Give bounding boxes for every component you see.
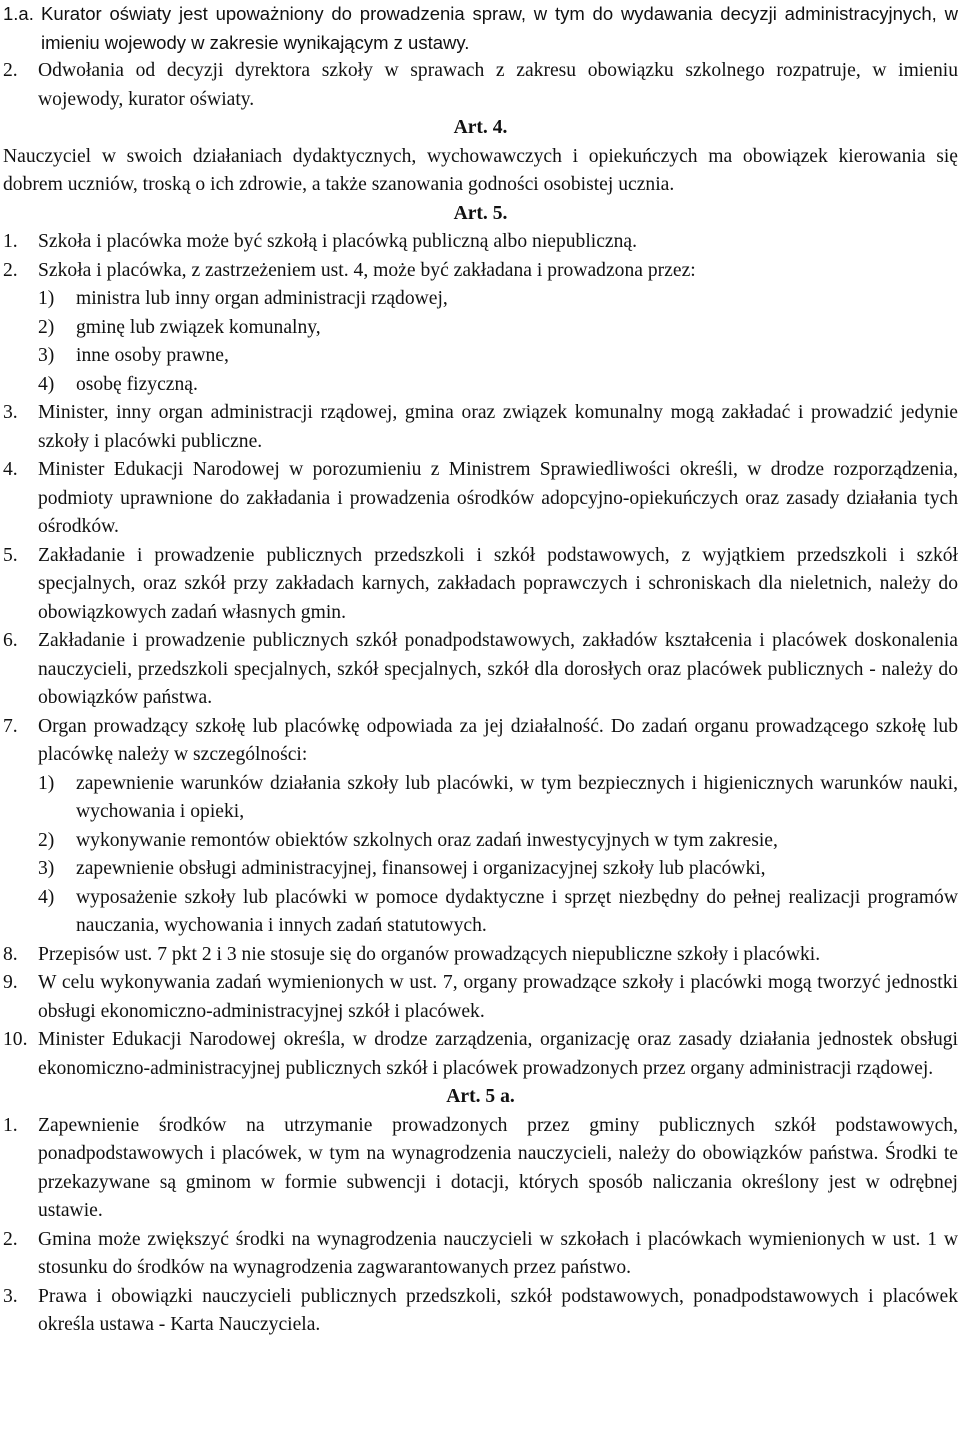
list-item	[3, 770, 958, 827]
paragraph-text: Odwołania od decyzji dyrektora szkoły w sprawach z zakresu obowiązku szkolnego rozpatruje, w imieniu wojewody, kurator oświaty.	[38, 60, 958, 110]
paragraph-number: 3.	[3, 402, 18, 423]
paragraph-number: 7.	[3, 715, 18, 737]
article-heading-5a: Art. 5 a.	[446, 1086, 515, 1107]
item-number: 3)	[38, 345, 55, 366]
paragraph-number: 3.	[3, 1285, 18, 1307]
item-number: 1)	[38, 772, 55, 794]
item-number: 3)	[38, 858, 55, 879]
paragraph-text: Organ prowadzący szkołę lub placówkę odpowiada za jej działalność. Do zadań organu prowadzącego szkołę lub placówkę należy w szczególności:	[38, 715, 958, 765]
paragraph-number: 9.	[3, 972, 18, 993]
art5a-paragraph-2	[3, 1226, 958, 1283]
list-item	[3, 884, 958, 941]
paragraph-text: Gmina może zwiększyć środki na wynagrodzenia nauczycieli w szkołach i placówkach wymienionych w ust. 1 w stosunku do środków na wynagrodzenia zagwarantowanych przez państwo.	[38, 1228, 958, 1278]
paragraph-text: Zapewnienie środków na utrzymanie prowadzonych przez gminy publicznych szkół podstawowych, ponadpodstawowych i placówek, w tym na wynagrodzenia nauczycieli, należy do obowiązków państwa. Środki te przekazywane są gminom w formie subwencji i dotacji, których sposób naliczania określony jest w odrębnej ustawie.	[38, 1114, 958, 1221]
paragraph-text: Prawa i obowiązki nauczycieli publicznych przedszkoli, szkół podstawowych, ponadpodstawowych i placówek określa ustawa - Karta Nauczyciela.	[38, 1285, 958, 1335]
paragraph-text: Szkoła i placówka, z zastrzeżeniem ust. 4, może być zakładana i prowadzona przez:	[38, 259, 696, 281]
art5a-paragraph-1	[3, 1112, 958, 1226]
art5-paragraph-3	[3, 399, 958, 456]
paragraph-number: 2.	[3, 60, 18, 81]
list-item	[3, 285, 958, 314]
paragraph-number: 10.	[3, 1029, 28, 1050]
paragraph-text: Szkoła i placówka może być szkołą i placówką publiczną albo niepubliczną.	[38, 231, 638, 252]
paragraph-1a	[3, 0, 958, 57]
item-text: zapewnienie obsługi administracyjnej, finansowej i organizacyjnej szkoły lub placówki,	[76, 858, 766, 879]
paragraph-text: Zakładanie i prowadzenie publicznych przedszkoli i szkół podstawowych, z wyjątkiem przedszkoli i szkół specjalnych, oraz szkół przy zakładach karnych, zakładach poprawczych i schroniskach dla nieletnich, należy do obowiązkowych zadań własnych gmin.	[38, 544, 958, 623]
paragraph-number: 8.	[3, 943, 18, 965]
paragraph-text: W celu wykonywania zadań wymienionych w ust. 7, organy prowadzące szkoły i placówki mogą tworzyć jednostki obsługi ekonomiczno-administracyjnej szkół i placówek.	[38, 972, 958, 1022]
art5-paragraph-9	[3, 969, 958, 1026]
paragraph-number: 5.	[3, 544, 18, 566]
paragraph-number: 1.	[3, 1114, 18, 1136]
paragraph-text: Minister, inny organ administracji rządowej, gmina oraz związek komunalny mogą zakładać i prowadzić jedynie szkoły i placówki publiczne.	[38, 402, 958, 452]
paragraph-text: Zakładanie i prowadzenie publicznych szkół ponadpodstawowych, zakładów kształcenia i placówek doskonalenia nauczycieli, przedszkoli specjalnych, szkół specjalnych, szkół dla dorosłych oraz placówek publicznych - należy do obowiązków państwa.	[38, 630, 958, 708]
list-item	[3, 371, 958, 400]
paragraph-number: 2.	[3, 259, 18, 281]
paragraph-number: 2.	[3, 1228, 18, 1250]
paragraph-number: 1.	[3, 231, 18, 252]
list-item	[3, 855, 958, 884]
article-4-text: Nauczyciel w swoich działaniach dydaktycznych, wychowawczych i opiekuńczych ma obowiązek kierowania się dobrem uczniów, troską o ich zdrowie, a także szanowania godności osobistej ucznia.	[3, 145, 958, 195]
item-number: 1)	[38, 288, 55, 309]
art5-paragraph-10	[3, 1026, 958, 1083]
art5a-paragraph-3	[3, 1283, 958, 1340]
list-item	[3, 342, 958, 371]
item-text: osobę fizyczną.	[76, 373, 198, 395]
paragraph-number: 4.	[3, 459, 18, 480]
item-text: ministra lub inny organ administracji rządowej,	[76, 288, 448, 309]
item-text: zapewnienie warunków działania szkoły lub placówki, w tym bezpiecznych i higienicznych warunków nauki, wychowania i opieki,	[76, 772, 958, 822]
art5-paragraph-1	[3, 228, 958, 257]
art5-paragraph-8	[3, 941, 958, 970]
art5-paragraph-4	[3, 456, 958, 542]
paragraph-number: 1.a.	[3, 3, 34, 24]
item-text: wykonywanie remontów obiektów szkolnych oraz zadań inwestycyjnych w tym zakresie,	[76, 829, 778, 851]
art5-paragraph-7	[3, 713, 958, 770]
paragraph-number: 6.	[3, 630, 18, 651]
list-item	[3, 827, 958, 856]
paragraph-text: Minister Edukacji Narodowej w porozumieniu z Ministrem Sprawiedliwości określi, w drodze rozporządzenia, podmioty uprawnione do zakładania i prowadzenia ośrodków adopcyjno-opiekuńczych oraz zasady działania tych ośrodków.	[38, 459, 958, 537]
art5-paragraph-5	[3, 542, 958, 628]
paragraph-text: Przepisów ust. 7 pkt 2 i 3 nie stosuje się do organów prowadzących niepubliczne szkoły i placówki.	[38, 943, 821, 965]
article-heading-5: Art. 5.	[453, 202, 508, 224]
item-text: inne osoby prawne,	[76, 345, 229, 366]
paragraph-text: Kurator oświaty jest upoważniony do prowadzenia spraw, w tym do wydawania decyzji administracyjnych, w imieniu wojewody w zakresie wynikającym z ustawy.	[41, 3, 958, 53]
item-number: 2)	[38, 829, 55, 851]
paragraph-2	[3, 57, 958, 114]
item-text: wyposażenie szkoły lub placówki w pomoce dydaktyczne i sprzęt niezbędny do pełnej realizacji programów nauczania, wychowania i innych zadań statutowych.	[76, 886, 958, 936]
art5-paragraph-2	[3, 257, 958, 286]
item-text: gminę lub związek komunalny,	[76, 316, 321, 338]
list-item	[3, 314, 958, 343]
item-number: 4)	[38, 373, 55, 395]
item-number: 2)	[38, 316, 55, 338]
item-number: 4)	[38, 886, 55, 908]
article-heading-4: Art. 4.	[453, 117, 508, 138]
paragraph-text: Minister Edukacji Narodowej określa, w drodze zarządzenia, organizację oraz zasady działania jednostek obsługi ekonomiczno-administracyjnej publicznych szkół i placówek prowadzonych przez organy administracji rządowej.	[38, 1029, 958, 1079]
art5-paragraph-6	[3, 627, 958, 713]
